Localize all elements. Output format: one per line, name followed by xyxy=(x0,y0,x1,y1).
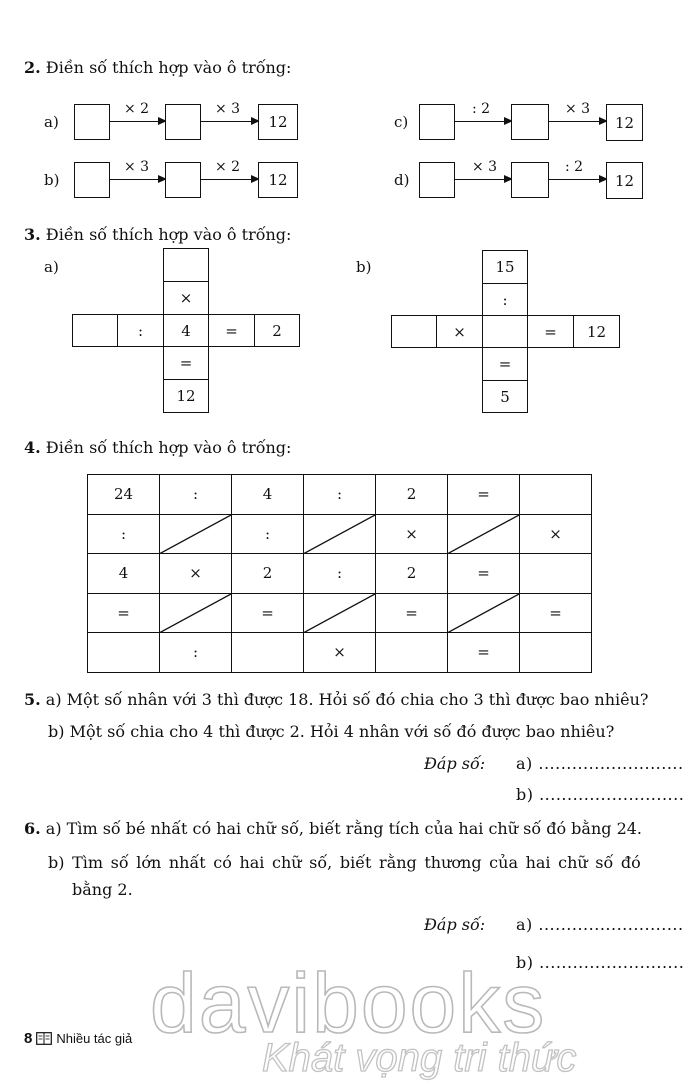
q4-cell: 2 xyxy=(376,554,448,594)
q4-cell: 24 xyxy=(88,475,160,515)
q4-grid-row xyxy=(88,554,592,594)
q3-a-bottom: 12 xyxy=(163,379,209,413)
book-icon xyxy=(36,1032,52,1045)
q4-cell: : xyxy=(160,633,232,673)
q4-diagonal-cell xyxy=(448,593,520,633)
q2-a-op2: × 3 xyxy=(215,101,241,117)
q4-cell: : xyxy=(232,514,304,554)
q4-cell: 2 xyxy=(376,475,448,515)
q4-grid-row xyxy=(88,633,592,673)
q2-d-box1[interactable] xyxy=(419,162,455,198)
q6-answer-a-line[interactable]: a) .......................... xyxy=(516,915,684,934)
q4-cell: × xyxy=(304,633,376,673)
q2-a-result: 12 xyxy=(258,104,298,140)
q4-cell: × xyxy=(376,514,448,554)
q5-number: 5. xyxy=(24,690,41,709)
q6-b-line2: bằng 2. xyxy=(72,880,133,899)
q3-a-row-3: = xyxy=(208,314,255,347)
q4-diagonal-cell xyxy=(448,514,520,554)
q2-d-op2: : 2 xyxy=(565,159,584,175)
q2-a-label: a) xyxy=(44,113,59,131)
q5-a xyxy=(24,690,649,709)
q4-cell: : xyxy=(88,514,160,554)
diagonal-line-icon xyxy=(304,515,375,554)
q3-b-bottom: 5 xyxy=(482,380,528,413)
diagonal-line-icon xyxy=(160,515,231,554)
arrow-icon xyxy=(549,121,606,122)
q3-b-row-2[interactable] xyxy=(482,315,528,348)
q2-b-result: 12 xyxy=(258,162,298,198)
q2-b-op2: × 2 xyxy=(215,159,241,175)
q4-empty-cell[interactable] xyxy=(376,633,448,673)
q5-answer-a xyxy=(424,754,485,773)
q2-d-box2[interactable] xyxy=(511,162,549,198)
q4-empty-cell[interactable] xyxy=(232,633,304,673)
q2-title: Điền số thích hợp vào ô trống: xyxy=(45,58,292,77)
q3-b-top: 15 xyxy=(482,250,528,284)
q4-cell: × xyxy=(520,514,592,554)
q2-a-box1[interactable] xyxy=(74,104,110,140)
q3-a-label: a) xyxy=(44,258,59,276)
arrow-icon xyxy=(201,121,258,122)
q3-b-row-4: 12 xyxy=(573,315,620,348)
q2-d-op1: × 3 xyxy=(472,159,498,175)
diagonal-line-icon xyxy=(160,594,231,633)
q4-empty-cell[interactable] xyxy=(88,633,160,673)
arrow-icon xyxy=(455,121,511,122)
arrow-icon xyxy=(201,179,258,180)
q3-a-row-0[interactable] xyxy=(72,314,118,347)
q4-grid xyxy=(87,474,592,673)
q4-cell: = xyxy=(448,475,520,515)
q3-b-label: b) xyxy=(356,258,372,276)
q3-number: 3. xyxy=(24,225,41,244)
q6-a-text: a) Tìm số bé nhất có hai chữ số, biết rằng tích của hai chữ số đó bằng 24. xyxy=(45,819,643,838)
q5-answer-b-line[interactable]: b) .......................... xyxy=(516,785,685,804)
q2-a-op1: × 2 xyxy=(124,101,150,117)
q6-a xyxy=(24,819,642,838)
q2-c-box2[interactable] xyxy=(511,104,549,140)
q4-diagonal-cell xyxy=(304,514,376,554)
arrow-icon xyxy=(455,179,511,180)
q2-d-result: 12 xyxy=(606,162,643,199)
diagonal-line-icon xyxy=(448,594,519,633)
q6-b-line1: b) Tìm số lớn nhất có hai chữ số, biết rằng thương của hai chữ số đó xyxy=(48,853,641,872)
q5-a-text: a) Một số nhân với 3 thì được 18. Hỏi số đó chia cho 3 thì được bao nhiêu? xyxy=(45,690,649,709)
q4-cell: = xyxy=(88,593,160,633)
q5-answer-label: Đáp số: xyxy=(424,754,486,773)
q4-cell: 4 xyxy=(232,475,304,515)
q6-answer-label: Đáp số: xyxy=(424,915,486,934)
q3-b-row-0[interactable] xyxy=(391,315,437,348)
q5-answer-a-line[interactable]: a) .......................... xyxy=(516,754,684,773)
watermark-slogan: Khát vọng tri thức xyxy=(262,1036,577,1080)
q6-answer-a xyxy=(424,915,485,934)
q3-a-row-1: : xyxy=(117,314,164,347)
q4-cell: : xyxy=(304,475,376,515)
arrow-icon xyxy=(549,179,606,180)
q2-a-box2[interactable] xyxy=(165,104,201,140)
q3-a-top[interactable] xyxy=(163,248,209,282)
q3-b-row-3: = xyxy=(527,315,574,348)
q6-number: 6. xyxy=(24,819,41,838)
q3-a-row-4: 2 xyxy=(254,314,300,347)
q2-b-op1: × 3 xyxy=(124,159,150,175)
watermark-brand: davibooks xyxy=(150,956,547,1050)
q6-answer-b-line[interactable]: b) .......................... xyxy=(516,953,685,972)
q4-grid-row xyxy=(88,475,592,515)
q2-c-label: c) xyxy=(394,113,409,131)
q3-heading xyxy=(24,225,291,244)
q3-a-veq: = xyxy=(163,346,209,380)
q2-number: 2. xyxy=(24,58,41,77)
arrow-icon xyxy=(110,179,165,180)
q4-grid-row xyxy=(88,593,592,633)
q4-cell: : xyxy=(304,554,376,594)
q3-b-veq: = xyxy=(482,347,528,381)
q3-a-vop: × xyxy=(163,281,209,315)
q4-cell: = xyxy=(448,633,520,673)
q4-heading xyxy=(24,438,291,457)
q2-heading xyxy=(24,58,291,77)
q2-b-box2[interactable] xyxy=(165,162,201,198)
footer-author: Nhiều tác giả xyxy=(56,1031,133,1046)
q4-empty-cell[interactable] xyxy=(520,475,592,515)
q4-empty-cell[interactable] xyxy=(520,554,592,594)
diagonal-line-icon xyxy=(304,594,375,633)
q4-diagonal-cell xyxy=(304,593,376,633)
arrow-icon xyxy=(110,121,165,122)
q4-grid-row xyxy=(88,514,592,554)
q5-b-text: b) Một số chia cho 4 thì được 2. Hỏi 4 nhân với số đó được bao nhiêu? xyxy=(48,722,615,741)
q4-cell: : xyxy=(160,475,232,515)
q3-a-row-2: 4 xyxy=(163,314,209,347)
q2-c-result: 12 xyxy=(606,104,643,141)
q3-b-vop: : xyxy=(482,283,528,316)
q4-empty-cell[interactable] xyxy=(520,633,592,673)
q2-b-box1[interactable] xyxy=(74,162,110,198)
q4-cell: 4 xyxy=(88,554,160,594)
q4-diagonal-cell xyxy=(160,593,232,633)
q4-cell: = xyxy=(376,593,448,633)
q2-c-op1: : 2 xyxy=(472,101,491,117)
q2-c-op2: × 3 xyxy=(565,101,591,117)
q4-cell: × xyxy=(160,554,232,594)
q4-number: 4. xyxy=(24,438,41,457)
q4-cell: 2 xyxy=(232,554,304,594)
q2-d-label: d) xyxy=(394,171,410,189)
q3-b-row-1: × xyxy=(436,315,483,348)
q4-cell: = xyxy=(232,593,304,633)
page-number: 8 xyxy=(24,1030,33,1047)
q4-cell: = xyxy=(448,554,520,594)
q2-c-box1[interactable] xyxy=(419,104,455,140)
q4-title: Điền số thích hợp vào ô trống: xyxy=(45,438,292,457)
q2-b-label: b) xyxy=(44,171,60,189)
diagonal-line-icon xyxy=(448,515,519,554)
q4-cell: = xyxy=(520,593,592,633)
q4-diagonal-cell xyxy=(160,514,232,554)
page-footer xyxy=(24,1030,132,1047)
q3-title: Điền số thích hợp vào ô trống: xyxy=(45,225,292,244)
